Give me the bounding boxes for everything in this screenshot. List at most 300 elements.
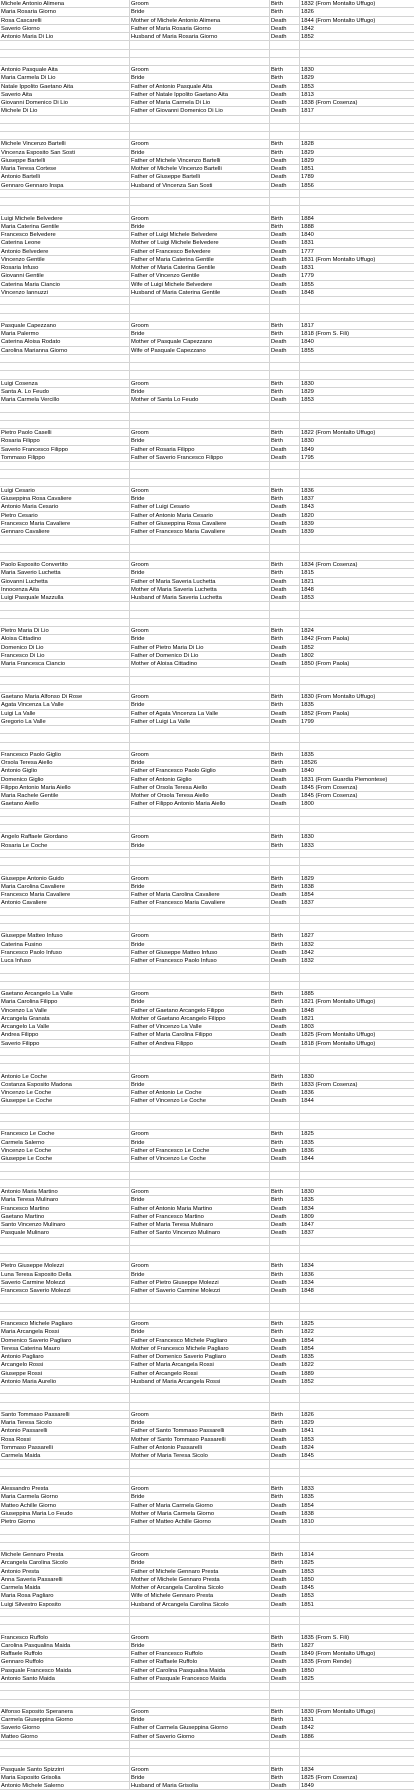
role-cell: Groom	[130, 487, 270, 494]
record-row	[0, 1568, 414, 1576]
name-cell: Carolina Marianna Giorno	[0, 347, 130, 354]
blank-row	[0, 1172, 414, 1180]
empty-cell	[300, 1254, 414, 1261]
empty-cell	[300, 124, 414, 131]
year-cell: 1852	[301, 644, 314, 651]
year-cell: 1831 (From Montalto Uffugo)	[301, 256, 376, 263]
record-row	[0, 1023, 414, 1031]
empty-cell	[0, 726, 130, 733]
empty-cell	[270, 1543, 300, 1550]
empty-cell	[0, 1163, 130, 1170]
blank-row	[0, 132, 414, 140]
role-cell: Groom	[130, 1708, 270, 1715]
empty-cell	[130, 1172, 270, 1179]
event-cell: Death	[270, 1023, 300, 1030]
name-cell: Francesco Ruffolo	[0, 1634, 130, 1641]
empty-cell	[130, 41, 270, 48]
blank-row	[0, 1180, 414, 1188]
empty-cell	[300, 1312, 414, 1319]
year-cell: 1844	[301, 1098, 314, 1105]
blank-row	[0, 413, 414, 421]
role-cell: Father of Vincenzo Le Coche	[130, 1155, 270, 1162]
name-cell: Pietro Giuseppe Molezzi	[0, 1262, 130, 1269]
year-cell: 1837	[301, 496, 314, 502]
event-cell: Birth	[270, 140, 300, 147]
year-cell: 1825	[301, 1321, 314, 1327]
record-row	[0, 1510, 414, 1518]
year-cell: 1853	[301, 83, 314, 90]
empty-cell	[270, 1683, 300, 1690]
name-cell: Aloisa Cittadino	[0, 635, 130, 642]
role-cell: Bride	[130, 1642, 270, 1649]
blank-row	[0, 1064, 414, 1072]
empty-cell	[130, 116, 270, 123]
event-cell: Death	[270, 1353, 300, 1360]
year-cell: 1848	[301, 1288, 314, 1294]
year-cell: 1852	[301, 34, 314, 40]
role-cell: Bride	[130, 1559, 270, 1566]
name-cell: Andrea Filippo	[0, 1031, 130, 1038]
role-cell: Father of Gaetano Arcangelo Filippo	[130, 1007, 270, 1014]
year-cell: 1850	[301, 1667, 314, 1674]
event-cell: Death	[270, 338, 300, 345]
year-cell: 1795	[301, 454, 314, 461]
record-row	[0, 842, 414, 850]
empty-cell	[130, 1460, 270, 1467]
year-cell: 1825	[301, 1131, 314, 1138]
year-cell: 1847	[301, 1222, 314, 1228]
empty-cell	[300, 1477, 414, 1484]
blank-row	[0, 1535, 414, 1543]
record-row	[0, 1733, 414, 1741]
role-cell: Bride	[130, 759, 270, 766]
event-cell: Death	[270, 1378, 300, 1385]
role-cell: Groom	[130, 627, 270, 634]
year-cell: 1822	[301, 1329, 314, 1336]
year-cell: 1825	[301, 1675, 314, 1682]
empty-cell	[0, 743, 130, 750]
event-cell: Death	[270, 1576, 300, 1583]
empty-cell	[270, 809, 300, 816]
record-row	[0, 1139, 414, 1147]
blank-row	[0, 1749, 414, 1757]
record-row	[0, 1551, 414, 1559]
record-row	[0, 173, 414, 181]
record-row	[0, 1015, 414, 1023]
blank-row	[0, 1106, 414, 1114]
blank-row	[0, 677, 414, 685]
role-cell: Bride	[130, 330, 270, 337]
event-cell: Death	[270, 718, 300, 725]
empty-cell	[300, 1386, 414, 1393]
record-row	[0, 1040, 414, 1048]
role-cell: Father of Vincenzo Le Coche	[130, 1097, 270, 1104]
record-row	[0, 1502, 414, 1510]
name-cell: Vincenzo Gentile	[0, 256, 130, 263]
name-cell: Gaetano Arcangelo La Valle	[0, 990, 130, 997]
event-cell: Death	[270, 1444, 300, 1451]
event-cell: Death	[270, 1436, 300, 1443]
year-cell: 1834	[301, 1263, 314, 1270]
role-cell: Bride	[130, 1328, 270, 1335]
role-cell: Groom	[130, 1766, 270, 1773]
empty-cell	[0, 545, 130, 552]
name-cell: Maria Carmela Vercillo	[0, 396, 130, 403]
empty-cell	[130, 1106, 270, 1113]
event-cell: Death	[270, 528, 300, 535]
record-row	[0, 561, 414, 569]
year-cell: 1849	[301, 446, 314, 453]
name-cell: Luigi La Valle	[0, 710, 130, 717]
year-cell: 1835	[301, 1139, 314, 1146]
name-cell: Gregorio La Valle	[0, 718, 130, 725]
empty-cell	[130, 1394, 270, 1401]
event-cell: Birth	[270, 8, 300, 15]
empty-cell	[130, 132, 270, 139]
role-cell: Father of Matteo Achille Giorno	[130, 1518, 270, 1525]
event-cell: Death	[270, 1658, 300, 1665]
record-row	[0, 157, 414, 165]
event-cell: Birth	[270, 215, 300, 222]
empty-cell	[270, 611, 300, 618]
year-cell: 1826	[301, 9, 314, 16]
empty-cell	[0, 1403, 130, 1410]
year-cell: 1832	[301, 941, 314, 948]
role-cell: Father of Maria Arcangela Rossi	[130, 1361, 270, 1368]
empty-cell	[0, 809, 130, 816]
year-cell: 1848	[301, 289, 314, 296]
empty-cell	[300, 1163, 414, 1170]
empty-cell	[270, 421, 300, 428]
empty-cell	[270, 190, 300, 197]
empty-cell	[270, 206, 300, 213]
empty-cell	[130, 1700, 270, 1707]
empty-cell	[270, 743, 300, 750]
empty-cell	[270, 1403, 300, 1410]
empty-cell	[300, 1617, 414, 1624]
event-cell: Birth	[270, 1485, 300, 1492]
role-cell: Bride	[130, 437, 270, 444]
event-cell: Death	[270, 710, 300, 717]
empty-cell	[0, 58, 130, 65]
empty-cell	[0, 1757, 130, 1764]
year-cell: 1835	[301, 1494, 314, 1501]
event-cell: Death	[270, 173, 300, 180]
name-cell: Matteo Achille Giorno	[0, 1502, 130, 1509]
record-row	[0, 891, 414, 899]
event-cell: Death	[270, 248, 300, 255]
year-cell: 1829	[301, 875, 314, 882]
year-cell: 1845 (From Cosenza)	[301, 784, 358, 791]
empty-cell	[0, 355, 130, 362]
empty-cell	[270, 1295, 300, 1302]
year-cell: 1831	[301, 240, 314, 247]
record-row	[0, 759, 414, 767]
empty-cell	[300, 677, 414, 684]
record-row	[0, 1320, 414, 1328]
year-cell: 1834	[301, 1766, 314, 1773]
record-row	[0, 1667, 414, 1675]
empty-cell	[130, 413, 270, 420]
name-cell: Maria Arcangela Rossi	[0, 1328, 130, 1335]
role-cell: Groom	[130, 561, 270, 568]
event-cell: Death	[270, 767, 300, 774]
empty-cell	[130, 817, 270, 824]
event-cell: Death	[270, 512, 300, 519]
year-cell: 1821	[301, 1015, 314, 1022]
record-row	[0, 66, 414, 74]
event-cell: Birth	[270, 1073, 300, 1080]
empty-cell	[270, 974, 300, 981]
name-cell: Michele Gennaro Presta	[0, 1551, 130, 1558]
empty-cell	[0, 734, 130, 741]
event-cell: Death	[270, 1089, 300, 1096]
blank-row	[0, 41, 414, 49]
role-cell: Father of Giuseppina Rosa Cavaliere	[130, 520, 270, 527]
empty-cell	[270, 545, 300, 552]
record-row	[0, 776, 414, 784]
role-cell: Wife of Michele Gennaro Presta	[130, 1592, 270, 1599]
role-cell: Father of Natale Ippolito Gaetano Aita	[130, 91, 270, 98]
blank-row	[0, 462, 414, 470]
role-cell: Mother of Orsola Teresa Aiello	[130, 792, 270, 799]
year-cell: 1851	[301, 1601, 314, 1608]
event-cell: Death	[270, 949, 300, 956]
empty-cell	[130, 1757, 270, 1764]
empty-cell	[270, 198, 300, 205]
record-row	[0, 1642, 414, 1650]
event-cell: Birth	[270, 495, 300, 502]
role-cell: Groom	[130, 833, 270, 840]
role-cell: Groom	[130, 380, 270, 387]
year-cell: 1849 (From Montalto Uffugo)	[301, 1651, 376, 1657]
name-cell: Rosa Cascarelli	[0, 17, 130, 24]
record-row	[0, 767, 414, 775]
role-cell: Father of Arcangelo Rossi	[130, 1370, 270, 1377]
year-cell: 1844 (From Montalto Uffugo)	[301, 17, 376, 24]
empty-cell	[0, 1114, 130, 1121]
year-cell: 1845	[301, 1585, 314, 1591]
empty-cell	[270, 1469, 300, 1476]
event-cell: Death	[270, 165, 300, 172]
year-cell: 1835	[301, 751, 314, 758]
record-row	[0, 429, 414, 437]
empty-cell	[0, 1246, 130, 1253]
role-cell: Father of Maria Carmela Giorno	[130, 1502, 270, 1509]
record-row	[0, 223, 414, 231]
empty-cell	[270, 305, 300, 312]
empty-cell	[0, 825, 130, 832]
year-cell: 1830	[301, 1189, 314, 1195]
role-cell: Father of Maria Teresa Mulinaro	[130, 1221, 270, 1228]
year-cell: 1831	[301, 1717, 314, 1723]
empty-cell	[130, 479, 270, 486]
event-cell: Death	[270, 1370, 300, 1377]
year-cell: 1833	[301, 842, 314, 849]
event-cell: Death	[270, 239, 300, 246]
empty-cell	[300, 1246, 414, 1253]
blank-row	[0, 1304, 414, 1312]
role-cell: Mother of Michele Vincenzo Bartelli	[130, 165, 270, 172]
empty-cell	[0, 685, 130, 692]
empty-cell	[130, 1543, 270, 1550]
name-cell: Vincenzo Le Coche	[0, 1089, 130, 1096]
role-cell: Bride	[130, 1271, 270, 1278]
empty-cell	[0, 602, 130, 609]
event-cell: Death	[270, 1452, 300, 1459]
empty-cell	[0, 116, 130, 123]
blank-row	[0, 404, 414, 412]
record-row	[0, 1601, 414, 1609]
empty-cell	[130, 1526, 270, 1533]
event-cell: Birth	[270, 998, 300, 1005]
empty-cell	[0, 553, 130, 560]
name-cell: Maria Carmela Giorno	[0, 1493, 130, 1500]
empty-cell	[270, 404, 300, 411]
year-cell: 1834 (From Cosenza)	[301, 562, 358, 568]
event-cell: Death	[270, 1031, 300, 1038]
empty-cell	[270, 1609, 300, 1616]
blank-row	[0, 1394, 414, 1402]
year-cell: 1777	[301, 248, 314, 255]
year-cell: 1836	[301, 487, 314, 494]
empty-cell	[270, 314, 300, 321]
empty-cell	[300, 132, 414, 139]
empty-cell	[130, 1609, 270, 1616]
empty-cell	[270, 1386, 300, 1393]
empty-cell	[300, 1543, 414, 1550]
blank-row	[0, 1246, 414, 1254]
empty-cell	[130, 1304, 270, 1311]
empty-cell	[0, 371, 130, 378]
name-cell: Pietro Paolo Caselli	[0, 429, 130, 436]
empty-cell	[270, 1246, 300, 1253]
empty-cell	[0, 41, 130, 48]
empty-cell	[0, 965, 130, 972]
year-cell: 1821	[301, 578, 314, 585]
empty-cell	[300, 413, 414, 420]
record-row	[0, 495, 414, 503]
record-row	[0, 1081, 414, 1089]
role-cell: Bride	[130, 388, 270, 395]
record-row	[0, 272, 414, 280]
role-cell: Father of Michele Vincenzo Bartelli	[130, 157, 270, 164]
role-cell: Father of Francesco Ruffolo	[130, 1650, 270, 1657]
empty-cell	[300, 809, 414, 816]
record-row	[0, 347, 414, 355]
empty-cell	[0, 850, 130, 857]
blank-row	[0, 314, 414, 322]
year-cell: 1836	[301, 1147, 314, 1154]
year-cell: 1817	[301, 322, 314, 329]
role-cell: Father of Giuseppe Bartelli	[130, 173, 270, 180]
empty-cell	[130, 305, 270, 312]
empty-cell	[270, 1254, 300, 1261]
record-row	[0, 231, 414, 239]
name-cell: Francesco Saverio Molezzi	[0, 1287, 130, 1294]
empty-cell	[130, 1683, 270, 1690]
role-cell: Groom	[130, 1262, 270, 1269]
role-cell: Father of Antonio Giglio	[130, 776, 270, 783]
year-cell: 1817	[301, 108, 314, 115]
empty-cell	[270, 1460, 300, 1467]
role-cell: Husband of Maria Rosaria Giorno	[130, 33, 270, 40]
empty-cell	[270, 462, 300, 469]
empty-cell	[130, 734, 270, 741]
event-cell: Birth	[270, 842, 300, 849]
event-cell: Death	[270, 1221, 300, 1228]
record-row	[0, 1213, 414, 1221]
empty-cell	[300, 743, 414, 750]
event-cell: Birth	[270, 380, 300, 387]
name-cell: Maria Rosaria Giorno	[0, 8, 130, 15]
role-cell: Groom	[130, 429, 270, 436]
empty-cell	[300, 1757, 414, 1764]
event-cell: Birth	[270, 883, 300, 890]
event-cell: Birth	[270, 1642, 300, 1649]
role-cell: Father of Orsola Teresa Aiello	[130, 784, 270, 791]
name-cell: Rosaria Filippo	[0, 437, 130, 444]
role-cell: Husband of Maria Caterina Gentile	[130, 289, 270, 296]
blank-row	[0, 198, 414, 206]
empty-cell	[0, 1238, 130, 1245]
event-cell: Birth	[270, 1188, 300, 1195]
record-row	[0, 1271, 414, 1279]
record-row	[0, 1097, 414, 1105]
name-cell: Raffaele Ruffolo	[0, 1650, 130, 1657]
empty-cell	[300, 726, 414, 733]
role-cell: Mother of Pasquale Capezzano	[130, 338, 270, 345]
record-row	[0, 1345, 414, 1353]
record-row	[0, 800, 414, 808]
event-cell: Birth	[270, 635, 300, 642]
blank-row	[0, 536, 414, 544]
year-cell: 1841	[301, 1428, 314, 1435]
name-cell: Francesco Le Coche	[0, 1130, 130, 1137]
event-cell: Death	[270, 784, 300, 791]
name-cell: Saverio Giorno	[0, 1724, 130, 1731]
empty-cell	[300, 1122, 414, 1129]
empty-cell	[0, 668, 130, 675]
empty-cell	[300, 611, 414, 618]
empty-cell	[0, 1056, 130, 1063]
empty-cell	[130, 363, 270, 370]
role-cell: Groom	[130, 140, 270, 147]
year-cell: 18526	[301, 760, 318, 766]
empty-cell	[130, 668, 270, 675]
event-cell: Death	[270, 891, 300, 898]
event-cell: Birth	[270, 1262, 300, 1269]
year-cell: 1889	[301, 1370, 314, 1377]
name-cell: Antonio Maria Martino	[0, 1188, 130, 1195]
event-cell: Death	[270, 264, 300, 271]
empty-cell	[270, 116, 300, 123]
event-cell: Death	[270, 1287, 300, 1294]
year-cell: 1850	[301, 1576, 314, 1583]
year-cell: 1810	[301, 1519, 314, 1525]
empty-cell	[130, 1749, 270, 1756]
record-row	[0, 751, 414, 759]
event-cell: Birth	[270, 1716, 300, 1723]
role-cell: Bride	[130, 1196, 270, 1203]
blank-row	[0, 1683, 414, 1691]
role-cell: Groom	[130, 932, 270, 939]
year-cell: 1853	[301, 595, 314, 601]
blank-row	[0, 1526, 414, 1534]
empty-cell	[300, 1056, 414, 1063]
name-cell: Arcangela Carolina Sicolo	[0, 1559, 130, 1566]
name-cell: Antonio Pasquale Aita	[0, 66, 130, 73]
